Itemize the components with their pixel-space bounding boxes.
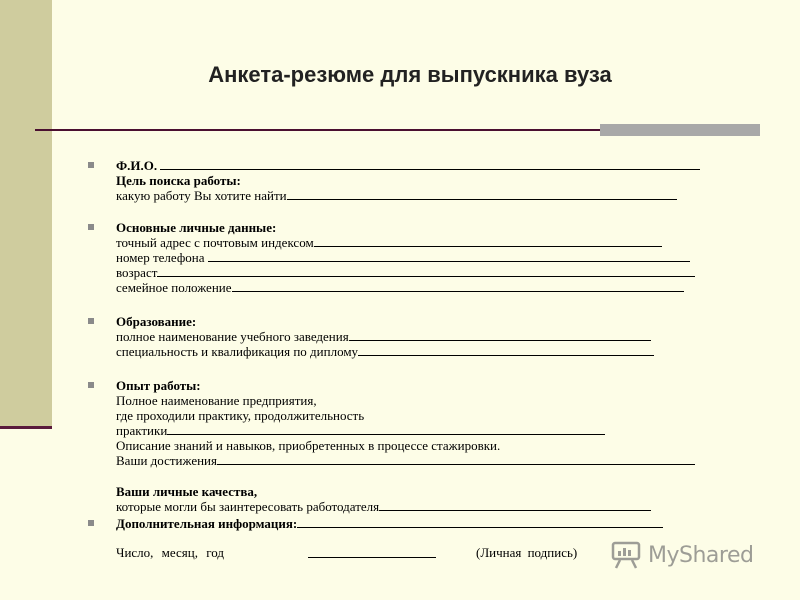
form-content	[88, 158, 738, 563]
bullet-icon	[88, 520, 94, 526]
qualities-field[interactable]	[379, 499, 651, 511]
institution-label: полное наименование учебного заведения	[116, 329, 349, 344]
watermark-text: MyShared	[648, 542, 754, 568]
section-education	[88, 314, 738, 359]
extra-label: Дополнительная информация:	[116, 516, 298, 531]
date-label: Число, месяц, год	[116, 545, 224, 560]
section-extra	[88, 516, 738, 531]
age-label: возраст	[116, 265, 158, 280]
specialty-field[interactable]	[358, 344, 654, 356]
address-field[interactable]	[314, 235, 662, 247]
bullet-icon	[88, 224, 94, 230]
watermark	[610, 540, 765, 570]
personal-label: Основные личные данные:	[116, 220, 277, 235]
goal-label: Цель поиска работы:	[116, 173, 241, 188]
achievements-field[interactable]	[217, 453, 695, 465]
side-decoration-underline	[0, 426, 52, 429]
goal-question: какую работу Вы хотите найти	[116, 188, 287, 203]
presentation-icon	[610, 540, 642, 570]
title-rule-accent	[600, 124, 760, 136]
bullet-icon	[88, 162, 94, 168]
practice-field[interactable]	[167, 423, 605, 435]
page-title: Анкета-резюме для выпускника вуза	[208, 62, 612, 87]
qualities-label: Ваши личные качества,	[116, 484, 258, 499]
experience-line-3: практики	[116, 423, 168, 438]
experience-line-1: Полное наименование предприятия,	[116, 393, 317, 408]
education-label: Образование:	[116, 314, 197, 329]
institution-field[interactable]	[349, 329, 651, 341]
experience-line-2: где проходили практику, продолжительность	[116, 408, 365, 423]
marital-field[interactable]	[232, 280, 684, 292]
bullet-icon	[88, 382, 94, 388]
section-experience	[88, 378, 738, 514]
marital-label: семейное положение	[116, 280, 232, 295]
qualities-text: которые могли бы заинтересовать работодателя	[116, 499, 380, 514]
specialty-label: специальность и квалификация по диплому	[116, 344, 359, 359]
address-label: точный адрес с почтовым индексом	[116, 235, 314, 250]
fio-label: Ф.И.О.	[116, 158, 158, 173]
phone-label: номер телефона	[116, 250, 205, 265]
date-field[interactable]	[308, 545, 436, 558]
bullet-icon	[88, 318, 94, 324]
goal-field[interactable]	[287, 188, 677, 200]
signature-label: (Личная подпись)	[476, 545, 578, 560]
achievements-label: Ваши достижения	[116, 453, 217, 468]
section-personal	[88, 220, 738, 295]
fio-field[interactable]	[160, 158, 700, 170]
section-fio	[88, 158, 738, 203]
experience-label: Опыт работы:	[116, 378, 201, 393]
extra-field[interactable]	[297, 516, 663, 528]
experience-line-4: Описание знаний и навыков, приобретенных в процессе стажировки.	[116, 438, 501, 453]
phone-field[interactable]	[208, 250, 690, 262]
age-field[interactable]	[157, 265, 695, 277]
